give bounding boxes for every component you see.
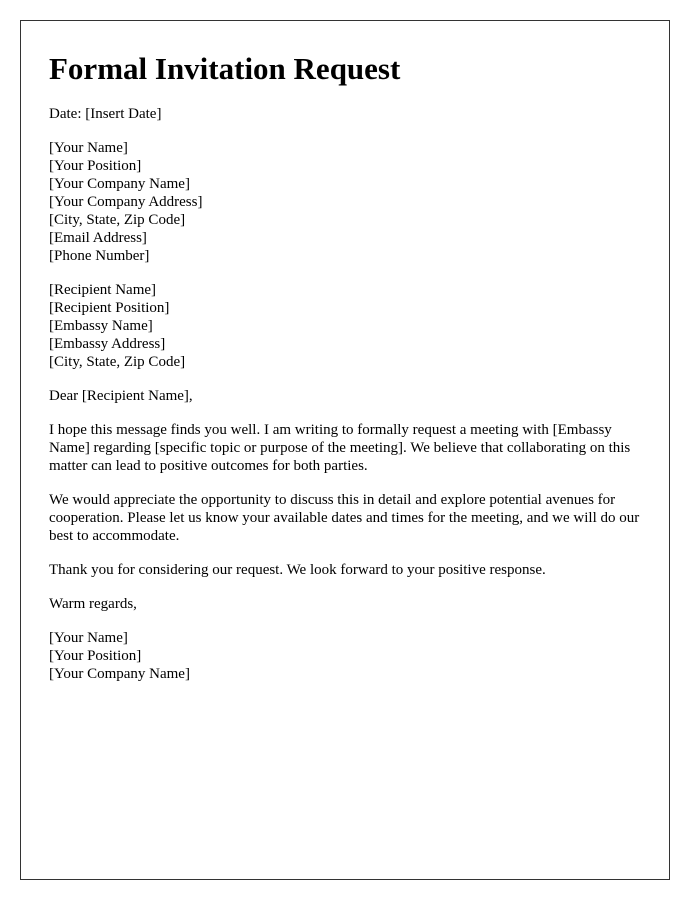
- salutation: Dear [Recipient Name],: [49, 387, 193, 404]
- sender-city-state-zip: [City, State, Zip Code]: [49, 211, 186, 228]
- body-paragraph-2: We would appreciate the opportunity to discuss this in detail and explore potential avenues for cooperation. Please let us know your available dates and times for the meeting, and we will do our best to accommodate.: [49, 491, 640, 544]
- embassy-address: [Embassy Address]: [49, 335, 166, 352]
- embassy-name: [Embassy Name]: [49, 317, 153, 334]
- sender-name: [Your Name]: [49, 139, 128, 156]
- body-paragraph-1: I hope this message finds you well. I am writing to formally request a meeting with [Embassy Name] regarding [specific topic or purpose of the meeting]. We believe that collaborating on this matter can lead to positive outcomes for both parties.: [49, 421, 631, 474]
- date-line: Date: [Insert Date]: [49, 105, 162, 122]
- signature-company: [Your Company Name]: [49, 665, 190, 682]
- recipient-name: [Recipient Name]: [49, 281, 157, 298]
- sender-position: [Your Position]: [49, 157, 142, 174]
- sender-address-block: [49, 139, 649, 265]
- sender-company-address: [Your Company Address]: [49, 193, 203, 210]
- signature-name: [Your Name]: [49, 629, 128, 646]
- signature-block: [49, 629, 649, 683]
- recipient-address-block: [49, 281, 649, 371]
- letter-title: Formal Invitation Request: [49, 51, 401, 86]
- body-paragraph-3: Thank you for considering our request. We look forward to your positive response.: [49, 561, 546, 578]
- sender-company-name: [Your Company Name]: [49, 175, 190, 192]
- recipient-position: [Recipient Position]: [49, 299, 170, 316]
- closing: Warm regards,: [49, 595, 137, 612]
- letter-page: [20, 20, 670, 880]
- recipient-city-state-zip: [City, State, Zip Code]: [49, 353, 186, 370]
- sender-email: [Email Address]: [49, 229, 147, 246]
- sender-phone: [Phone Number]: [49, 247, 150, 264]
- signature-position: [Your Position]: [49, 647, 142, 664]
